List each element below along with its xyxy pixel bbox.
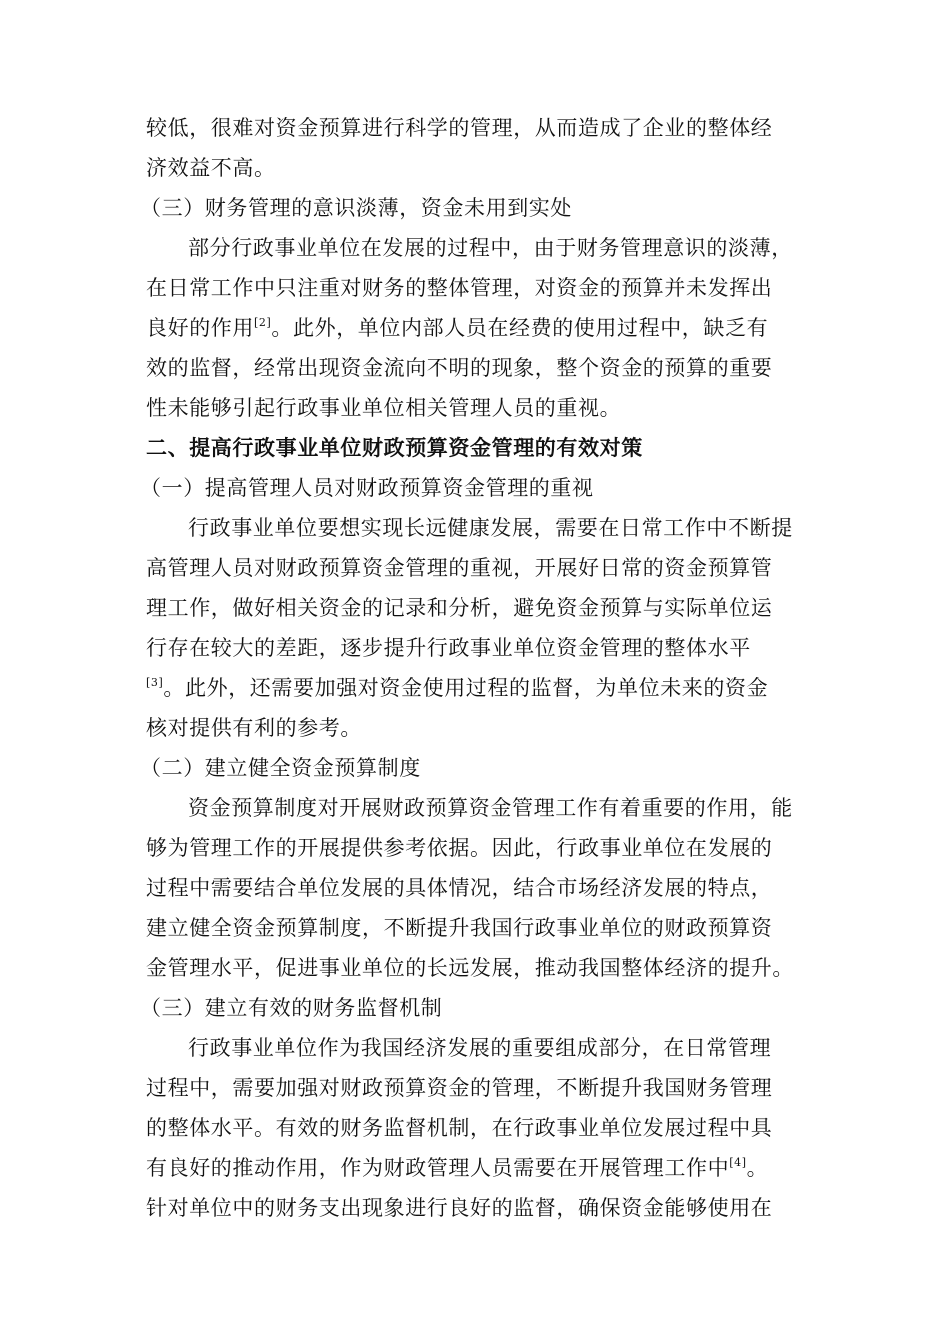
body-line: 效的监督，经常出现资金流向不明的现象，整个资金的预算的重要 — [146, 356, 773, 380]
section-subheading: （三）财务管理的意识淡薄，资金未用到实处 — [140, 196, 572, 220]
body-line — [146, 668, 811, 708]
line-text: 。此外，单位内部人员在经费的使用过程中，缺乏有 — [271, 316, 769, 340]
body-line: 较低，很难对资金预算进行科学的管理，从而造成了企业的整体经 — [146, 116, 773, 140]
body-line: 理工作，做好相关资金的记录和分析，避免资金预算与实际单位运 — [146, 596, 773, 620]
section-subheading: （一）提高管理人员对财政预算资金管理的重视 — [140, 476, 594, 500]
body-line: 够为管理工作的开展提供参考依据。因此，行政事业单位在发展的 — [146, 836, 773, 860]
line-text: 有良好的推动作用，作为财政管理人员需要在开展管理工作中 — [146, 1156, 730, 1180]
body-line: 部分行政事业单位在发展的过程中，由于财务管理意识的淡薄， — [188, 236, 793, 260]
body-line: 针对单位中的财务支出现象进行良好的监督，确保资金能够使用在 — [146, 1196, 773, 1220]
section-heading: 二、提高行政事业单位财政预算资金管理的有效对策 — [146, 435, 643, 460]
body-line: 在日常工作中只注重对财务的整体管理，对资金的预算并未发挥出 — [146, 276, 773, 300]
body-line: 行政事业单位要想实现长远健康发展，需要在日常工作中不断提 — [188, 516, 793, 540]
body-line: 核对提供有利的参考。 — [146, 716, 362, 740]
body-line: 的整体水平。有效的财务监督机制，在行政事业单位发展过程中具 — [146, 1116, 773, 1140]
line-text: 。 — [746, 1156, 769, 1180]
body-line: 高管理人员对财政预算资金管理的重视，开展好日常的资金预算管 — [146, 556, 773, 580]
citation-marker: [2] — [254, 316, 272, 329]
section-subheading: （三）建立有效的财务监督机制 — [140, 996, 443, 1020]
body-line: 行存在较大的差距，逐步提升行政事业单位资金管理的整体水平 — [146, 636, 751, 660]
document-page — [140, 108, 811, 1228]
body-line — [146, 308, 811, 348]
body-line — [146, 1148, 811, 1188]
line-text: 良好的作用 — [146, 316, 254, 340]
body-line: 资金预算制度对开展财政预算资金管理工作有着重要的作用，能 — [188, 796, 793, 820]
citation-marker: [3] — [146, 676, 164, 689]
body-line: 建立健全资金预算制度，不断提升我国行政事业单位的财政预算资 — [146, 916, 773, 940]
body-line: 济效益不高。 — [146, 156, 276, 180]
section-subheading: （二）建立健全资金预算制度 — [140, 756, 421, 780]
body-line: 行政事业单位作为我国经济发展的重要组成部分，在日常管理 — [188, 1036, 772, 1060]
body-line: 过程中需要结合单位发展的具体情况，结合市场经济发展的特点， — [146, 876, 773, 900]
citation-marker: [4] — [729, 1156, 747, 1169]
line-text: 。此外，还需要加强对资金使用过程的监督，为单位未来的资金 — [163, 676, 769, 700]
body-line: 性未能够引起行政事业单位相关管理人员的重视。 — [146, 396, 622, 420]
body-line: 过程中，需要加强对财政预算资金的管理，不断提升我国财务管理 — [146, 1076, 773, 1100]
body-line: 金管理水平，促进事业单位的长远发展，推动我国整体经济的提升。 — [146, 956, 794, 980]
